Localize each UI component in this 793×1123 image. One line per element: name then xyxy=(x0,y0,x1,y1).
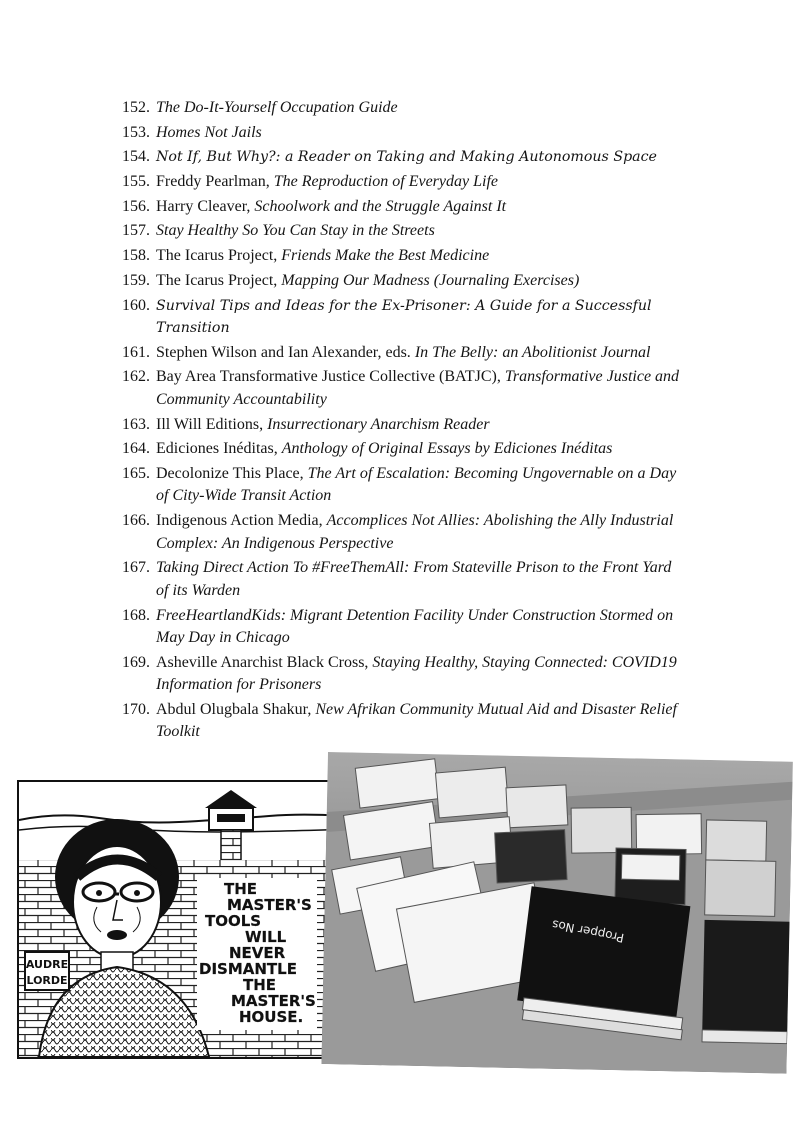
list-item xyxy=(122,366,682,411)
item-author: Bay Area Transformative Justice Collective (BATJC), xyxy=(156,368,505,386)
item-title: Friends Make the Best Medicine xyxy=(281,247,490,265)
item-number: 154. xyxy=(122,148,150,166)
item-author: Indigenous Action Media, xyxy=(156,512,327,530)
item-title: Anthology of Original Essays by Ediciones Inéditas xyxy=(281,440,613,458)
item-number: 162. xyxy=(122,368,150,386)
list-item xyxy=(122,510,682,555)
item-author: Ill Will Editions, xyxy=(156,415,268,433)
list-item xyxy=(122,342,682,365)
sign-line-7: THE xyxy=(243,976,277,994)
item-author: Decolonize This Place, xyxy=(156,464,308,482)
item-number: 159. xyxy=(122,271,150,289)
list-item xyxy=(122,97,682,120)
item-title: Not If, But Why?: a Reader on Taking and Making Autonomous Space xyxy=(156,149,657,166)
reading-list xyxy=(122,97,682,746)
item-number: 170. xyxy=(122,700,150,718)
item-author: The Icarus Project, xyxy=(156,271,282,289)
item-number: 163. xyxy=(122,415,150,433)
list-item xyxy=(122,295,682,340)
sign-line-8: MASTER'S xyxy=(231,992,316,1010)
item-author: Stephen Wilson and Ian Alexander, eds. xyxy=(156,343,415,361)
item-title: In The Belly: an Abolitionist Journal xyxy=(414,343,651,361)
item-title: FreeHeartlandKids: Migrant Detention Facility Under Construction Stormed on May Day in Chicago xyxy=(156,606,674,646)
list-item xyxy=(122,438,682,461)
item-number: 168. xyxy=(122,606,150,624)
sign-line-3: TOOLS xyxy=(205,912,262,930)
list-item xyxy=(122,245,682,268)
item-number: 156. xyxy=(122,197,150,215)
list-item xyxy=(122,414,682,437)
item-author: Harry Cleaver, xyxy=(156,197,255,215)
item-title: Schoolwork and the Struggle Against It xyxy=(254,197,507,215)
item-number: 167. xyxy=(122,559,150,577)
sign-line-6: DISMANTLE xyxy=(199,960,297,978)
item-title: Transformative Justice and Community Accountability xyxy=(156,368,680,408)
list-item xyxy=(122,463,682,508)
zine-table-photo xyxy=(321,752,792,1074)
list-item xyxy=(122,605,682,650)
list-item xyxy=(122,699,682,744)
item-number: 153. xyxy=(122,123,150,141)
item-author: Freddy Pearlman, xyxy=(156,173,274,191)
list-item xyxy=(122,270,682,293)
item-title: Accomplices Not Allies: Abolishing the Ally Industrial Complex: An Indigenous Perspective xyxy=(156,512,674,552)
item-title: Insurrectionary Anarchism Reader xyxy=(267,415,490,433)
list-item xyxy=(122,146,682,169)
item-number: 169. xyxy=(122,653,150,671)
item-number: 158. xyxy=(122,247,150,265)
item-title: The Reproduction of Everyday Life xyxy=(273,173,498,191)
list-item xyxy=(122,171,682,194)
list-item xyxy=(122,122,682,145)
sign-line-5: NEVER xyxy=(229,944,286,962)
name-bottom: LORDE xyxy=(26,974,68,987)
list-item xyxy=(122,196,682,219)
item-number: 166. xyxy=(122,512,150,530)
sign-line-4: WILL xyxy=(245,928,287,946)
book-title: Propper Nos xyxy=(550,917,626,946)
list-item xyxy=(122,652,682,697)
sign-line-9: HOUSE. xyxy=(239,1008,304,1026)
name-top: AUDRE xyxy=(25,958,69,971)
sign-line-1: THE xyxy=(224,880,258,898)
item-number: 165. xyxy=(122,464,150,482)
item-title: Mapping Our Madness (Journaling Exercises) xyxy=(281,271,580,289)
item-title: Survival Tips and Ideas for the Ex-Prisoner: A Guide for a Successful Transition xyxy=(156,297,652,336)
item-title: Homes Not Jails xyxy=(156,123,262,141)
item-title: Taking Direct Action To #FreeThemAll: From Stateville Prison to the Front Yard of its Warden xyxy=(156,559,672,599)
sign-line-2: MASTER'S xyxy=(227,896,312,914)
item-title: The Do-It-Yourself Occupation Guide xyxy=(156,99,398,116)
item-number: 157. xyxy=(122,222,150,240)
item-number: 152. xyxy=(122,99,150,116)
list-item xyxy=(122,557,682,602)
item-title: New Afrikan Community Mutual Aid and Disaster Relief Toolkit xyxy=(156,700,677,741)
item-title: The Art of Escalation: Becoming Ungovernable on a Day of City-Wide Transit Action xyxy=(156,464,677,505)
item-number: 161. xyxy=(122,343,150,361)
item-title: Stay Healthy So You Can Stay in the Streets xyxy=(156,222,435,240)
item-number: 164. xyxy=(122,440,150,458)
item-number: 160. xyxy=(122,296,150,314)
item-author: Abdul Olugbala Shakur, xyxy=(156,700,316,718)
item-number: 155. xyxy=(122,173,150,191)
list-item xyxy=(122,220,682,243)
item-author: Ediciones Inéditas, xyxy=(156,440,282,458)
item-author: Asheville Anarchist Black Cross, xyxy=(156,653,373,671)
item-title: Staying Healthy, Staying Connected: COVID19 Information for Prisoners xyxy=(156,653,677,694)
item-author: The Icarus Project, xyxy=(156,247,282,265)
